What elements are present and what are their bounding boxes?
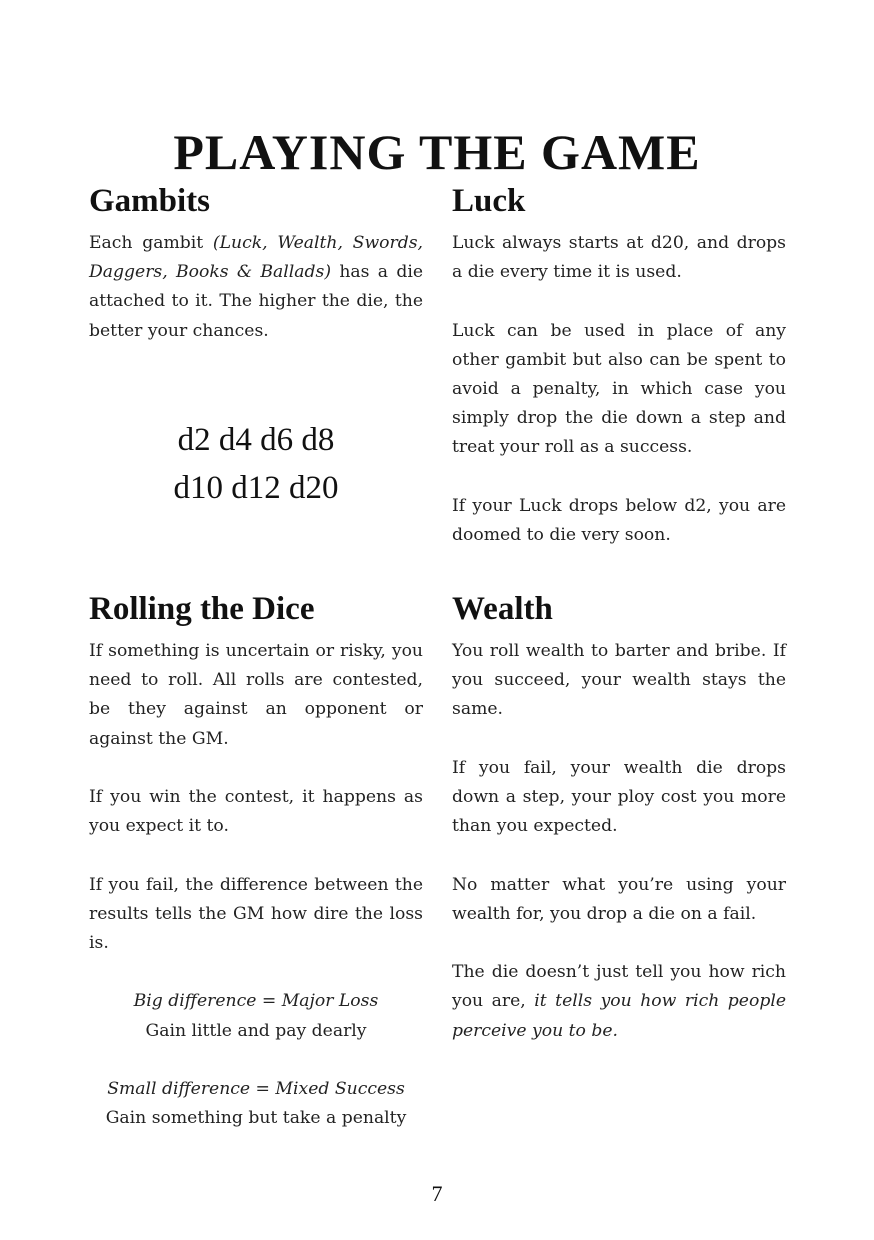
wealth-heading: Wealth <box>452 591 553 627</box>
luck-heading: Luck <box>452 183 526 219</box>
small-difference-block <box>89 1075 423 1133</box>
wealth-paragraph-1: You roll wealth to barter and bribe. If you succeed, your wealth stays the same. <box>452 641 786 720</box>
gambits-list: (Luck, Wealth, Swords, Daggers, Books & Ballads) <box>89 233 424 283</box>
small-difference-text: Gain something but take a penalty <box>105 1108 407 1129</box>
dice-list <box>89 416 423 512</box>
gambits-text-end: has a die attached to it. The higher the die, the better your chances. <box>89 262 423 341</box>
rolling-heading: Rolling the Dice <box>89 591 315 627</box>
gambits-heading: Gambits <box>89 183 211 219</box>
gambits-section <box>89 181 423 346</box>
rolling-section <box>89 589 423 1133</box>
rolling-paragraph-2: If you win the contest, it happens as you expect it to. <box>89 787 423 837</box>
dice-line-1: d2 d4 d6 d8 <box>177 422 335 458</box>
wealth-emphasis: it tells you how rich people perceive you to be. <box>452 991 786 1041</box>
wealth-text-start: The die doesn’t just tell you how rich you are, <box>452 962 786 1012</box>
wealth-paragraph-3: No matter what you’re using your wealth for, you drop a die on a fail. <box>452 874 786 924</box>
rolling-paragraph-3: If you fail, the difference between the results tells the GM how dire the loss is. <box>89 874 423 953</box>
big-difference-text: Gain little and pay dearly <box>145 1020 367 1041</box>
luck-paragraph-2: Luck can be used in place of any other gambit but also can be spent to avoid a penalty, in which case you simply drop the die down a step and treat your roll as a success. <box>452 320 786 458</box>
gambits-paragraph <box>89 229 423 346</box>
page-number: 7 <box>431 1181 443 1206</box>
wealth-paragraph-4 <box>452 958 786 1046</box>
luck-paragraph-1: Luck always starts at d20, and drops a die every time it is used. <box>452 233 786 283</box>
wealth-paragraph-2: If you fail, your wealth die drops down a step, your ploy cost you more than you expected. <box>452 757 786 837</box>
gambits-text-start: Each gambit <box>89 233 213 253</box>
small-difference-label: Small difference = Mixed Success <box>107 1078 405 1099</box>
wealth-section <box>452 589 786 1046</box>
big-difference-block <box>89 987 423 1045</box>
luck-paragraph-3: If your Luck drops below d2, you are doomed to die very soon. <box>452 495 786 545</box>
big-difference-label: Big difference = Major Loss <box>133 991 379 1012</box>
rolling-paragraph-1: If something is uncertain or risky, you need to roll. All rolls are contested, be they against an opponent or against the GM. <box>89 641 423 749</box>
luck-section <box>452 181 786 550</box>
dice-line-2: d10 d12 d20 <box>173 470 339 506</box>
page-title: PLAYING THE GAME <box>173 123 701 180</box>
